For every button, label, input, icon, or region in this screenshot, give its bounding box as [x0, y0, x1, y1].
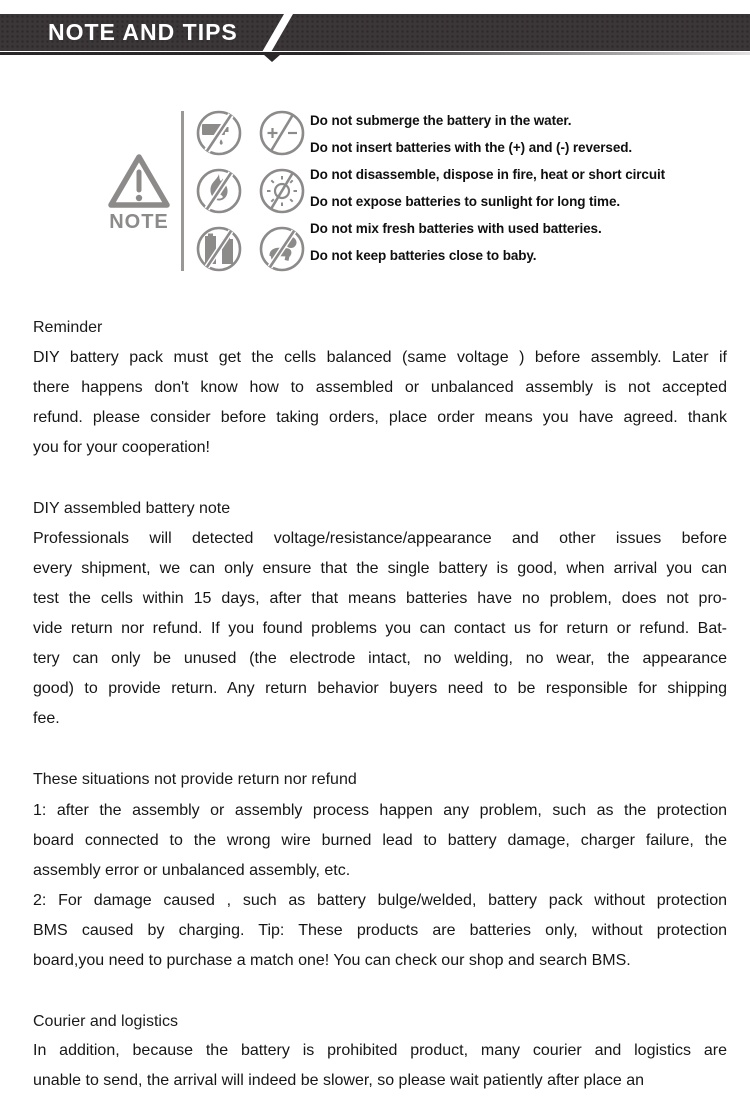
text-line: there happens don't know how to assembled or unbalanced assembly is not accepted [33, 379, 727, 396]
no-reverse-polarity-icon [258, 109, 306, 157]
no-sunlight-icon [258, 167, 306, 215]
situations-item-1 [33, 796, 727, 886]
text-line: good) to provide return. Any return behavior buyers need to be responsible for shipping [33, 680, 727, 697]
text-line: refund. please consider before taking orders, place order means you have agreed. thank [33, 409, 727, 426]
text-line: fee. [33, 710, 60, 727]
warning-list [310, 107, 748, 269]
text-line: vide return nor refund. If you found problems you can contact us for return or refund. Bat- [33, 620, 727, 637]
text-line: 1: after the assembly or assembly process happen any problem, such as the protection [33, 802, 727, 819]
section-header-banner [0, 14, 750, 51]
reminder-paragraph [33, 343, 727, 463]
text-line: 2: For damage caused , such as battery bulge/welded, battery pack without protection [33, 892, 727, 909]
text-line: Do not mix fresh batteries with used batteries. [310, 221, 602, 236]
text-line: tery can only be unused (the electrode intact, no welding, no wear, the appearance [33, 650, 727, 667]
no-mix-batteries-icon [195, 225, 243, 273]
courier-heading: Courier and logistics [33, 1013, 178, 1030]
situations-heading: These situations not provide return nor refund [33, 771, 357, 788]
text-line: board,you need to purchase a match one! You can check our shop and search BMS. [33, 952, 631, 969]
note-label: NOTE [109, 211, 169, 233]
text-line: unable to send, the arrival will indeed be slower, so please wait patiently after place an [33, 1072, 645, 1089]
text-line: Professionals will detected voltage/resistance/appearance and other issues before [33, 530, 727, 547]
no-fire-icon [195, 167, 243, 215]
text-line: every shipment, we can only ensure that the single battery is good, when arrival you can [33, 560, 727, 577]
text-line: assembly error or unbalanced assembly, etc. [33, 862, 351, 879]
banner-notch-arrow [263, 54, 281, 62]
no-submerge-water-icon [195, 109, 243, 157]
text-line: Do not keep batteries close to baby. [310, 248, 537, 263]
text-line: Do not insert batteries with the (+) and (-) reversed. [310, 140, 633, 155]
warning-triangle-icon [107, 152, 171, 210]
text-line: BMS caused by charging. Tip: These products are batteries only, without protection [33, 922, 727, 939]
reminder-heading: Reminder [33, 319, 103, 336]
vertical-divider [181, 111, 184, 271]
slash-decoration [263, 14, 293, 51]
text-line: Do not submerge the battery in the water. [310, 113, 572, 128]
banner-underline [0, 52, 750, 55]
courier-paragraph [33, 1036, 727, 1096]
no-baby-icon [258, 225, 306, 273]
diy-note-paragraph [33, 524, 727, 734]
text-line: In addition, because the battery is prohibited product, many courier and logistics are [33, 1042, 727, 1059]
text-line: you for your cooperation! [33, 439, 210, 456]
page-title: NOTE AND TIPS [48, 19, 238, 45]
text-line: Do not expose batteries to sunlight for long time. [310, 194, 621, 209]
diy-note-heading: DIY assembled battery note [33, 500, 231, 517]
text-line: Do not disassemble, dispose in fire, heat or short circuit [310, 167, 666, 182]
text-line: DIY battery pack must get the cells balanced (same voltage ) before assembly. Later if [33, 349, 727, 366]
text-line: test the cells within 15 days, after that means batteries have no problem, does not pro- [33, 590, 727, 607]
situations-item-2 [33, 886, 727, 976]
text-line: board connected to the wrong wire burned lead to battery damage, charger failure, the [33, 832, 727, 849]
